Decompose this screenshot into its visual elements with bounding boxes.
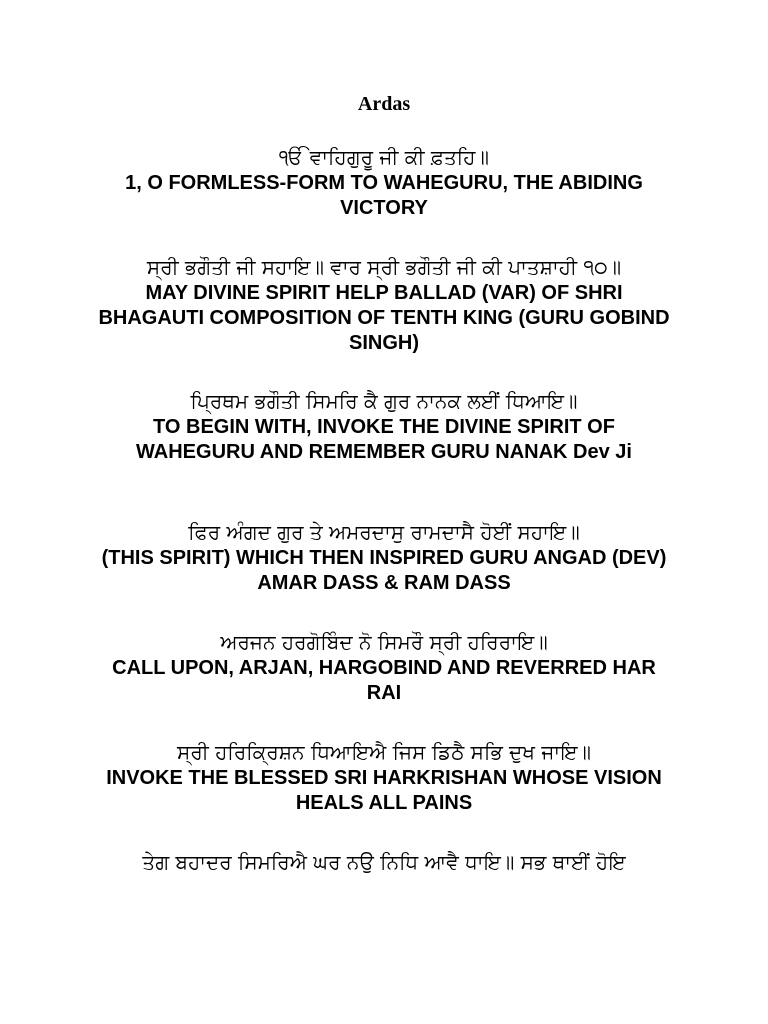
gurmukhi-line: ਪ੍ਰਿਥਮ ਭਗੌਤੀ ਸਿਮਰਿ ਕੈ ਗੁਰ ਨਾਨਕ ਲਈਂ ਧਿਆਇ॥ <box>190 389 578 413</box>
gurmukhi-line: ਸ੍ਰੀ ਭਗੌਤੀ ਜੀ ਸਹਾਇ॥ ਵਾਰ ਸ੍ਰੀ ਭਗੌਤੀ ਜੀ ਕੀ ਪਾਤਸ਼ਾਹੀ ੧੦॥ <box>146 255 622 279</box>
verse-3 <box>96 387 672 465</box>
gurmukhi-line: ਸ੍ਰੀ ਹਰਿਕ੍ਰਿਸ਼ਨ ਧਿਆਇਐ ਜਿਸ ਡਿਠੈ ਸਭਿ ਦੁਖ ਜਾਇ॥ <box>177 740 591 764</box>
gurmukhi-line: ਫਿਰ ਅੰਗਦ ਗੁਰ ਤੇ ਅਮਰਦਾਸੁ ਰਾਮਦਾਸੈ ਹੋਈਂ ਸਹਾਇ॥ <box>188 520 580 544</box>
gurmukhi-line: ਤੇਗ ਬਹਾਦਰ ਸਿਮਰਿਐ ਘਰ ਨਉ ਨਿਧਿ ਆਵੈ ਧਾਇ॥ ਸਭ ਥਾਈਂ ਹੋਇ <box>142 850 626 874</box>
verse-1 <box>96 143 672 221</box>
gurmukhi-line: ੴ ਵਾਹਿਗੁਰੂ ਜੀ ਕੀ ਫ਼ਤਹਿ॥ <box>279 145 489 169</box>
verse-2 <box>96 253 672 356</box>
verse-5 <box>96 628 672 706</box>
english-translation: MAY DIVINE SPIRIT HELP BALLAD (VAR) OF SHRI BHAGAUTI COMPOSITION OF TENTH KING (GURU GOBIND SINGH) <box>98 282 670 354</box>
english-translation: INVOKE THE BLESSED SRI HARKRISHAN WHOSE VISION HEALS ALL PAINS <box>106 767 662 814</box>
verse-7 <box>96 848 672 876</box>
english-translation: (THIS SPIRIT) WHICH THEN INSPIRED GURU ANGAD (DEV) AMAR DASS & RAM DASS <box>101 547 667 594</box>
gurmukhi-line: ਅਰਜਨ ਹਰਗੋਬਿੰਦ ਨੋ ਸਿਮਰੌ ਸ੍ਰੀ ਹਰਿਰਾਇ॥ <box>220 630 548 654</box>
english-translation: CALL UPON, ARJAN, HARGOBIND AND REVERRED HAR RAI <box>112 657 656 704</box>
verse-4 <box>96 518 672 596</box>
english-translation: 1, O FORMLESS-FORM TO WAHEGURU, THE ABIDING VICTORY <box>125 172 643 219</box>
document-title: Ardas <box>357 93 411 115</box>
verse-6 <box>96 738 672 816</box>
english-translation: TO BEGIN WITH, INVOKE THE DIVINE SPIRIT OF WAHEGURU AND REMEMBER GURU NANAK Dev Ji <box>136 416 632 463</box>
